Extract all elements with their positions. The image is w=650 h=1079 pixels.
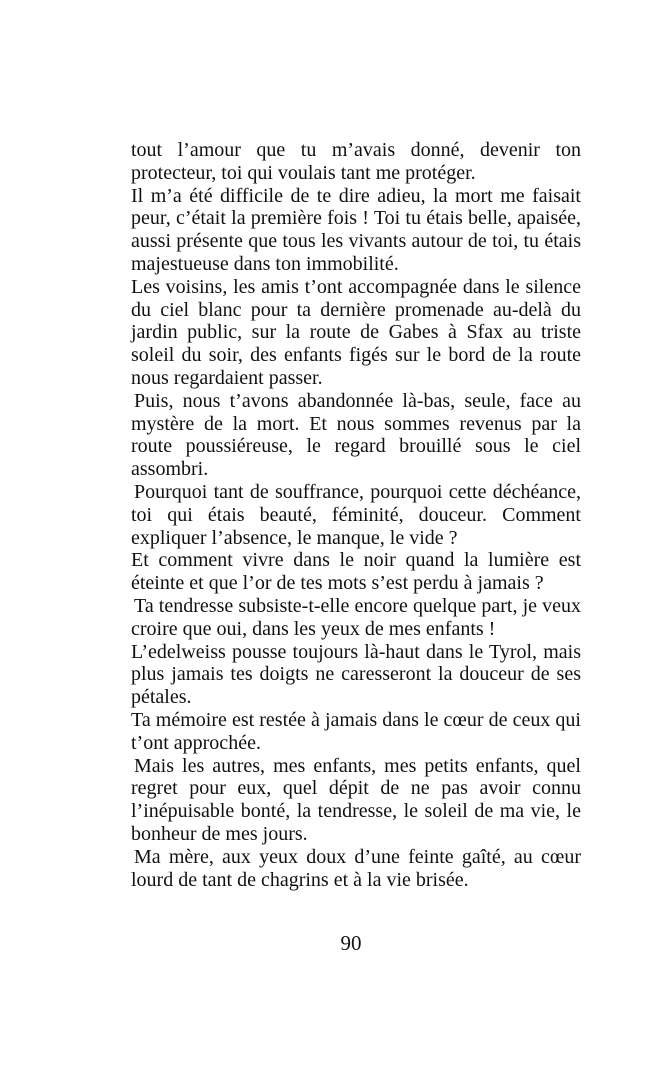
body-text (131, 139, 581, 891)
paragraph: Mais les autres, mes enfants, mes petits enfants, quel regret pour eux, quel dépit de ne pas avoir connu l’inépuisable bonté, la tendresse, le soleil de ma vie, le bonheur de mes jours. (131, 754, 581, 845)
paragraph: Les voisins, les amis t’ont accompagnée dans le silence du ciel blanc pour ta dernière promenade au-delà du jardin public, sur la route de Gabes à Sfax au triste soleil du soir, des enfants figés sur le bord de la route nous regardaient passer. (131, 275, 581, 389)
page-number: 90 (340, 931, 362, 955)
paragraph: Puis, nous t’avons abandonnée là-bas, seule, face au mystère de la mort. Et nous sommes revenus par la route poussiéreuse, le regard brouillé sous le ciel assombri. (131, 389, 581, 481)
paragraph: tout l’amour que tu m’avais donné, devenir ton protecteur, toi qui voulais tant me protéger. (131, 139, 581, 184)
paragraph: Pourquoi tant de souffrance, pourquoi cette déchéance, toi qui étais beauté, féminité, douceur. Comment expliquer l’absence, le manque, le vide ? (131, 480, 581, 549)
paragraph: Et comment vivre dans le noir quand la lumière est éteinte et que l’or de tes mots s’est perdu à jamais ? (131, 549, 581, 595)
paragraph: L’edelweiss pousse toujours là-haut dans le Tyrol, mais plus jamais tes doigts ne caresseront la douceur de ses pétales. (131, 640, 581, 709)
paragraph: Ta tendresse subsiste-t-elle encore quelque part, je veux croire que oui, dans les yeux de mes enfants ! (131, 594, 581, 640)
paragraph: Il m’a été difficile de te dire adieu, la mort me faisait peur, c’était la première fois ! Toi tu étais belle, apaisée, aussi présente que tous les vivants autour de toi, tu étais majestueuse dans ton immobilité. (131, 184, 581, 275)
paragraph: Ta mémoire est restée à jamais dans le cœur de ceux qui t’ont approchée. (131, 708, 581, 754)
paragraph: Ma mère, aux yeux doux d’une feinte gaîté, au cœur lourd de tant de chagrins et à la vie brisée. (131, 845, 581, 891)
